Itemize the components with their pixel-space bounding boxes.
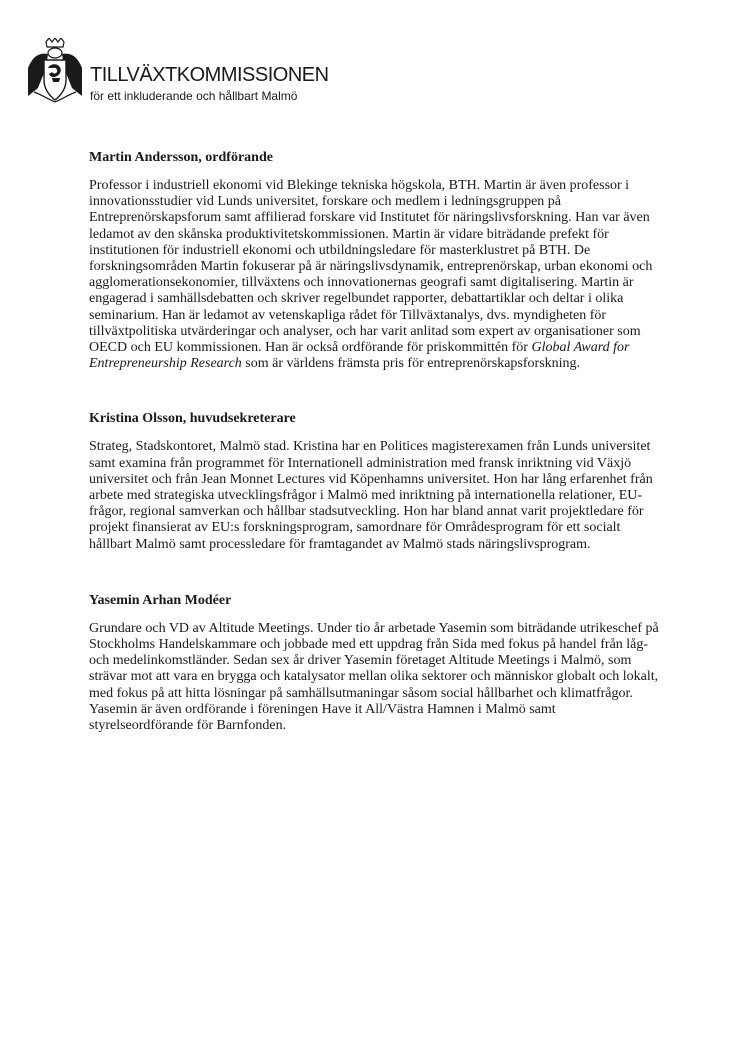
person-heading: Yasemin Arhan Modéer	[89, 592, 232, 608]
malmo-coat-of-arms-icon	[26, 38, 84, 104]
document-header	[26, 38, 426, 108]
person-heading: Kristina Olsson, huvudsekreterare	[89, 411, 296, 427]
person-bio: Grundare och VD av Altitude Meetings. Under tio år arbetade Yasemin som biträdande utrikeschef på Stockholms Handelskammare och jobbade med ett uppdrag från Sida med fokus på handel från låg- och medelinkomstländer. Sedan sex år driver Yasemin företaget Altitude Meetings i Malmö, som strävar mot att vara en brygga och katalysator mellan olika sektorer och människor globalt och lokalt, med fokus på att hitta lösningar på samhällsutmaningar såsom social hållbarhet och klimatfrågor. Yasemin är även ordförande i föreningen Have it All/Västra Hamnen i Malmö samt styrelseordförande för Barnfonden.	[89, 620, 659, 734]
award-name: Global Award for Entrepreneurship Research	[89, 340, 630, 372]
person-bio-text-end: som är världens främsta pris för entreprenörskapsforskning.	[241, 356, 581, 372]
person-section-yasemin-arhan-modeer	[89, 593, 659, 734]
person-bio-text: Professor i industriell ekonomi vid Blekinge tekniska högskola, BTH. Martin är även professor i innovationsstudier vid Lunds universitet, forskare och medlem i ledningsgruppen på Entreprenörskapsforum samt affilierad forskare vid Institutet för näringslivsforskning. Han var även ledamot av den skånska produktivitetskommissionen. Martin är vidare biträdande prefekt för institutionen för industriell ekonomi och utbildningsledare för masterklustret på BTH. De forskningsområden Martin fokuserar på är näringslivsdynamik, entreprenörskap, urban ekonomi och agglomerationsekonomier, tillväxtens och innovationernas geografi samt digitalisering. Martin är engagerad i samhällsdebatten och skriver regelbundet rapporter, debattartiklar och deltar i olika seminarium. Han är ledamot av vetenskapliga rådet för Tillväxtanalys, dvs. myndigheten för tillväxtpolitiska utvärderingar och analyser, och har varit anlitad som expert av organisationer som OECD och EU kommissionen. Han är också ordförande för priskommittén för	[89, 178, 653, 356]
person-section-kristina-olsson	[89, 411, 659, 552]
organization-title: TILLVÄXTKOMMISSIONEN	[90, 64, 329, 86]
person-heading: Martin Andersson, ordförande	[89, 150, 273, 165]
document-body	[89, 150, 659, 734]
person-bio	[89, 178, 659, 372]
person-bio: Strateg, Stadskontoret, Malmö stad. Kristina har en Politices magisterexamen från Lunds universitet samt examina från programmet för Internationell administration med fransk inriktning vid Växjö universitet och från Jean Monnet Lectures vid Köpenhamns universitet. Hon har lång erfarenhet från arbete med strategiska utvecklingsfrågor i Malmö med inriktning på internationella relationer, EU-frågor, regional samverkan och hållbar stadsutveckling. Hon har bland annat varit projektledare för projekt finansierat av EU:s forskningsprogram, samordnare för Områdesprogram för ett socialt hållbart Malmö samt processledare för framtagandet av Malmö stads näringslivsprogram.	[89, 439, 653, 552]
organization-subtitle: för ett inkluderande och hållbart Malmö	[90, 89, 298, 103]
person-section-martin-andersson	[89, 150, 659, 372]
